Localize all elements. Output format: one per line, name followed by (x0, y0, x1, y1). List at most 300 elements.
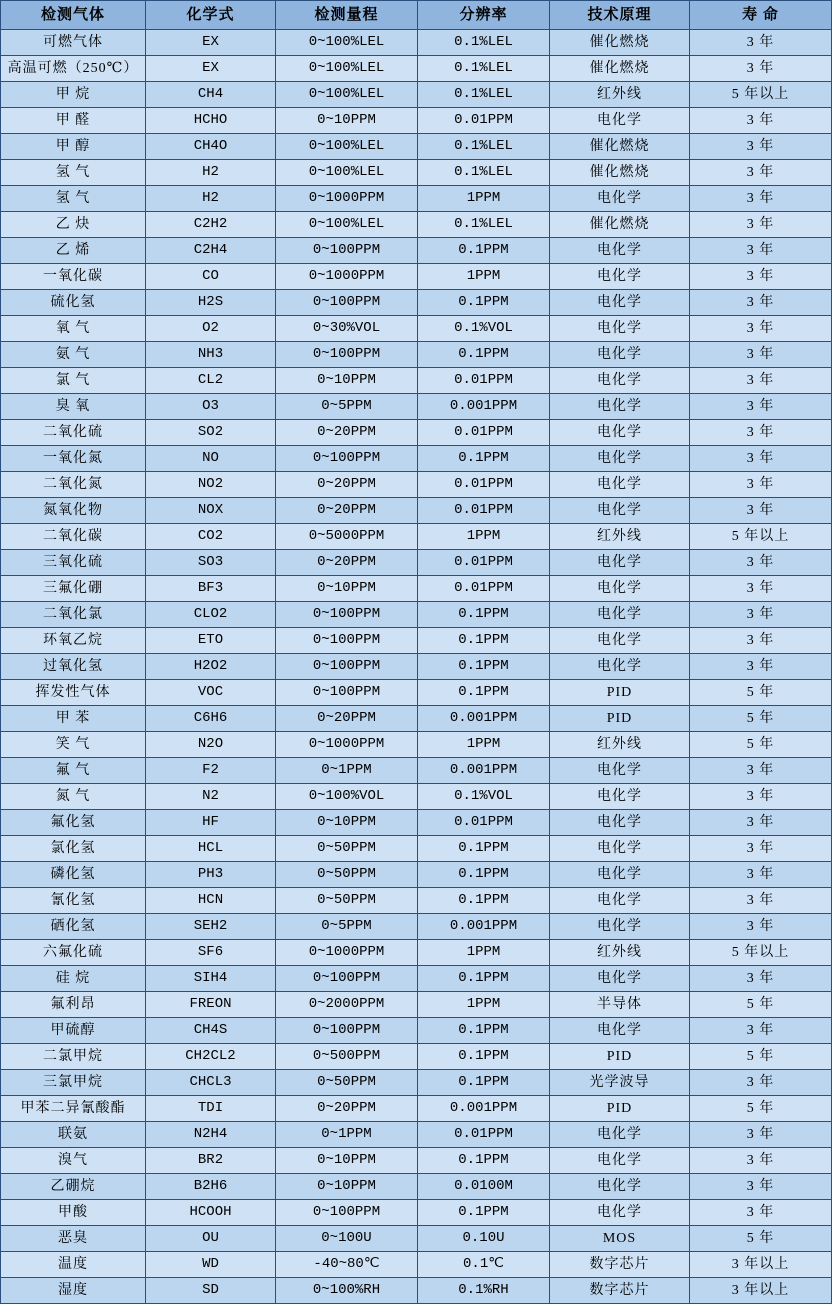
cell-gas: 乙硼烷 (1, 1174, 146, 1200)
cell-lifetime: 3 年 (690, 290, 832, 316)
cell-formula: SIH4 (146, 966, 276, 992)
cell-principle: MOS (550, 1226, 690, 1252)
cell-lifetime: 5 年 (690, 680, 832, 706)
cell-resolution: 0.1PPM (418, 628, 550, 654)
cell-resolution: 0.1PPM (418, 862, 550, 888)
table-row (1, 1200, 832, 1226)
cell-range: 0~100PPM (276, 1200, 418, 1226)
cell-resolution: 0.10U (418, 1226, 550, 1252)
cell-principle: 电化学 (550, 888, 690, 914)
cell-formula: CHCL3 (146, 1070, 276, 1096)
cell-principle: 电化学 (550, 420, 690, 446)
cell-resolution: 0.1PPM (418, 836, 550, 862)
cell-principle: 电化学 (550, 602, 690, 628)
cell-lifetime: 3 年 (690, 1018, 832, 1044)
cell-gas: 二氧化氯 (1, 602, 146, 628)
cell-lifetime: 3 年 (690, 472, 832, 498)
cell-resolution: 0.1%LEL (418, 160, 550, 186)
cell-resolution: 0.01PPM (418, 810, 550, 836)
cell-range: 0~10PPM (276, 576, 418, 602)
cell-lifetime: 3 年 (690, 758, 832, 784)
cell-range: 0~1000PPM (276, 940, 418, 966)
table-row (1, 290, 832, 316)
cell-resolution: 0.1PPM (418, 1044, 550, 1070)
cell-principle: 电化学 (550, 394, 690, 420)
cell-range: 0~100U (276, 1226, 418, 1252)
cell-range: 0~20PPM (276, 472, 418, 498)
cell-gas: 氯 气 (1, 368, 146, 394)
cell-gas: 甲 醇 (1, 134, 146, 160)
cell-formula: C6H6 (146, 706, 276, 732)
cell-formula: HCHO (146, 108, 276, 134)
cell-range: 0~100%RH (276, 1278, 418, 1304)
cell-resolution: 0.1PPM (418, 654, 550, 680)
cell-principle: 电化学 (550, 628, 690, 654)
cell-gas: 过氧化氢 (1, 654, 146, 680)
cell-gas: 氰化氢 (1, 888, 146, 914)
table-row (1, 1122, 832, 1148)
cell-range: 0~20PPM (276, 1096, 418, 1122)
table-row (1, 160, 832, 186)
cell-resolution: 0.1PPM (418, 1070, 550, 1096)
cell-formula: PH3 (146, 862, 276, 888)
table-row (1, 576, 832, 602)
table-row (1, 446, 832, 472)
cell-range: 0~100PPM (276, 680, 418, 706)
cell-principle: 电化学 (550, 342, 690, 368)
cell-gas: 硒化氢 (1, 914, 146, 940)
cell-range: 0~1000PPM (276, 732, 418, 758)
table-row (1, 862, 832, 888)
cell-formula: HCOOH (146, 1200, 276, 1226)
cell-gas: 氧 气 (1, 316, 146, 342)
table-row (1, 940, 832, 966)
cell-principle: 电化学 (550, 784, 690, 810)
table-row (1, 212, 832, 238)
cell-resolution: 0.1PPM (418, 966, 550, 992)
table-row (1, 784, 832, 810)
cell-lifetime: 3 年 (690, 264, 832, 290)
cell-formula: BR2 (146, 1148, 276, 1174)
cell-gas: 环氧乙烷 (1, 628, 146, 654)
cell-lifetime: 5 年以上 (690, 524, 832, 550)
cell-formula: BF3 (146, 576, 276, 602)
cell-formula: WD (146, 1252, 276, 1278)
cell-gas: 甲硫醇 (1, 1018, 146, 1044)
cell-lifetime: 3 年 (690, 30, 832, 56)
cell-resolution: 0.01PPM (418, 108, 550, 134)
cell-lifetime: 3 年以上 (690, 1252, 832, 1278)
cell-formula: F2 (146, 758, 276, 784)
cell-resolution: 1PPM (418, 264, 550, 290)
cell-lifetime: 3 年 (690, 784, 832, 810)
cell-gas: 二氯甲烷 (1, 1044, 146, 1070)
cell-formula: H2S (146, 290, 276, 316)
cell-gas: 一氧化氮 (1, 446, 146, 472)
cell-lifetime: 3 年 (690, 420, 832, 446)
cell-principle: 电化学 (550, 1174, 690, 1200)
cell-lifetime: 3 年 (690, 56, 832, 82)
cell-range: 0~100%LEL (276, 160, 418, 186)
cell-formula: CH4S (146, 1018, 276, 1044)
table-row (1, 316, 832, 342)
cell-principle: 光学波导 (550, 1070, 690, 1096)
cell-range: 0~100%LEL (276, 56, 418, 82)
cell-range: 0~1000PPM (276, 264, 418, 290)
cell-formula: OU (146, 1226, 276, 1252)
cell-formula: B2H6 (146, 1174, 276, 1200)
cell-range: 0~100PPM (276, 238, 418, 264)
cell-lifetime: 5 年 (690, 1044, 832, 1070)
cell-gas: 硅 烷 (1, 966, 146, 992)
table-row (1, 1018, 832, 1044)
cell-range: 0~10PPM (276, 1148, 418, 1174)
cell-lifetime: 3 年 (690, 1200, 832, 1226)
cell-gas: 可燃气体 (1, 30, 146, 56)
table-row (1, 1070, 832, 1096)
column-header-principle: 技术原理 (550, 1, 690, 30)
cell-gas: 三氯甲烷 (1, 1070, 146, 1096)
cell-resolution: 0.01PPM (418, 550, 550, 576)
cell-resolution: 0.01PPM (418, 498, 550, 524)
cell-principle: 电化学 (550, 966, 690, 992)
cell-resolution: 1PPM (418, 940, 550, 966)
cell-gas: 二氧化碳 (1, 524, 146, 550)
table-row (1, 108, 832, 134)
cell-formula: C2H4 (146, 238, 276, 264)
cell-range: 0~2000PPM (276, 992, 418, 1018)
cell-principle: 红外线 (550, 82, 690, 108)
cell-principle: 半导体 (550, 992, 690, 1018)
table-row (1, 628, 832, 654)
cell-resolution: 1PPM (418, 992, 550, 1018)
cell-gas: 溴气 (1, 1148, 146, 1174)
cell-principle: 红外线 (550, 732, 690, 758)
cell-gas: 甲 苯 (1, 706, 146, 732)
cell-formula: SO3 (146, 550, 276, 576)
table-row (1, 134, 832, 160)
cell-resolution: 0.1PPM (418, 680, 550, 706)
cell-formula: NOX (146, 498, 276, 524)
cell-lifetime: 5 年 (690, 1226, 832, 1252)
table-row (1, 1148, 832, 1174)
cell-resolution: 0.1PPM (418, 1018, 550, 1044)
table-row (1, 1174, 832, 1200)
cell-range: 0~10PPM (276, 368, 418, 394)
cell-principle: 电化学 (550, 758, 690, 784)
cell-principle: 电化学 (550, 290, 690, 316)
cell-lifetime: 3 年 (690, 368, 832, 394)
cell-principle: PID (550, 680, 690, 706)
cell-gas: 联氨 (1, 1122, 146, 1148)
cell-formula: C2H2 (146, 212, 276, 238)
cell-formula: CO2 (146, 524, 276, 550)
table-row (1, 966, 832, 992)
cell-resolution: 0.1%LEL (418, 82, 550, 108)
cell-principle: 数字芯片 (550, 1278, 690, 1304)
table-row (1, 732, 832, 758)
cell-resolution: 0.1%LEL (418, 30, 550, 56)
cell-principle: PID (550, 706, 690, 732)
cell-formula: EX (146, 30, 276, 56)
cell-gas: 氢 气 (1, 186, 146, 212)
cell-resolution: 0.1PPM (418, 888, 550, 914)
cell-principle: 催化燃烧 (550, 30, 690, 56)
cell-range: 0~1PPM (276, 1122, 418, 1148)
cell-formula: NH3 (146, 342, 276, 368)
cell-formula: ETO (146, 628, 276, 654)
cell-resolution: 0.1%LEL (418, 212, 550, 238)
cell-lifetime: 3 年 (690, 498, 832, 524)
table-row (1, 82, 832, 108)
cell-range: 0~100PPM (276, 290, 418, 316)
cell-range: 0~100PPM (276, 966, 418, 992)
table-row (1, 394, 832, 420)
cell-gas: 高温可燃（250℃） (1, 56, 146, 82)
cell-resolution: 0.001PPM (418, 758, 550, 784)
cell-range: 0~100PPM (276, 446, 418, 472)
cell-principle: 电化学 (550, 654, 690, 680)
cell-resolution: 0.1PPM (418, 290, 550, 316)
cell-formula: H2 (146, 186, 276, 212)
cell-range: 0~100PPM (276, 1018, 418, 1044)
cell-lifetime: 3 年 (690, 160, 832, 186)
cell-formula: TDI (146, 1096, 276, 1122)
column-header-formula: 化学式 (146, 1, 276, 30)
cell-principle: 数字芯片 (550, 1252, 690, 1278)
table-row (1, 680, 832, 706)
cell-gas: 氢 气 (1, 160, 146, 186)
cell-lifetime: 5 年 (690, 732, 832, 758)
cell-range: 0~5000PPM (276, 524, 418, 550)
cell-resolution: 1PPM (418, 186, 550, 212)
table-row (1, 186, 832, 212)
cell-principle: 催化燃烧 (550, 134, 690, 160)
cell-principle: 电化学 (550, 810, 690, 836)
cell-lifetime: 3 年 (690, 1148, 832, 1174)
cell-resolution: 0.01PPM (418, 420, 550, 446)
cell-formula: O3 (146, 394, 276, 420)
cell-principle: 电化学 (550, 498, 690, 524)
cell-principle: 电化学 (550, 316, 690, 342)
cell-gas: 挥发性气体 (1, 680, 146, 706)
table-row (1, 498, 832, 524)
cell-range: 0~100PPM (276, 602, 418, 628)
cell-gas: 甲苯二异氰酸酯 (1, 1096, 146, 1122)
cell-principle: PID (550, 1096, 690, 1122)
cell-formula: CL2 (146, 368, 276, 394)
table-row (1, 368, 832, 394)
cell-gas: 氟化氢 (1, 810, 146, 836)
cell-range: 0~100%LEL (276, 134, 418, 160)
cell-lifetime: 3 年 (690, 550, 832, 576)
cell-resolution: 1PPM (418, 524, 550, 550)
cell-resolution: 0.1%LEL (418, 56, 550, 82)
cell-formula: H2 (146, 160, 276, 186)
table-row (1, 472, 832, 498)
cell-lifetime: 3 年 (690, 186, 832, 212)
table-row (1, 1226, 832, 1252)
table-row (1, 1278, 832, 1304)
cell-range: 0~30%VOL (276, 316, 418, 342)
cell-lifetime: 3 年 (690, 576, 832, 602)
cell-range: -40~80℃ (276, 1252, 418, 1278)
cell-lifetime: 3 年 (690, 1122, 832, 1148)
cell-range: 0~50PPM (276, 888, 418, 914)
cell-formula: CH2CL2 (146, 1044, 276, 1070)
cell-lifetime: 3 年 (690, 316, 832, 342)
table-row (1, 602, 832, 628)
cell-formula: HCN (146, 888, 276, 914)
cell-range: 0~10PPM (276, 810, 418, 836)
cell-principle: 电化学 (550, 550, 690, 576)
table-row (1, 1252, 832, 1278)
cell-range: 0~5PPM (276, 914, 418, 940)
cell-range: 0~20PPM (276, 420, 418, 446)
cell-range: 0~1PPM (276, 758, 418, 784)
cell-lifetime: 3 年 (690, 238, 832, 264)
cell-gas: 甲酸 (1, 1200, 146, 1226)
cell-lifetime: 3 年 (690, 836, 832, 862)
cell-principle: 红外线 (550, 940, 690, 966)
table-row (1, 654, 832, 680)
cell-formula: FREON (146, 992, 276, 1018)
cell-range: 0~100PPM (276, 628, 418, 654)
cell-principle: 电化学 (550, 472, 690, 498)
cell-formula: SF6 (146, 940, 276, 966)
cell-gas: 氯化氢 (1, 836, 146, 862)
cell-gas: 温度 (1, 1252, 146, 1278)
cell-lifetime: 3 年 (690, 862, 832, 888)
cell-formula: N2 (146, 784, 276, 810)
cell-resolution: 0.01PPM (418, 576, 550, 602)
table-row (1, 1044, 832, 1070)
cell-lifetime: 3 年 (690, 108, 832, 134)
column-header-gas: 检测气体 (1, 1, 146, 30)
cell-resolution: 0.1PPM (418, 1148, 550, 1174)
cell-principle: 电化学 (550, 446, 690, 472)
cell-formula: O2 (146, 316, 276, 342)
cell-lifetime: 3 年 (690, 1070, 832, 1096)
cell-range: 0~10PPM (276, 108, 418, 134)
cell-principle: 电化学 (550, 264, 690, 290)
cell-gas: 氟利昂 (1, 992, 146, 1018)
table-row (1, 914, 832, 940)
cell-gas: 二氧化硫 (1, 420, 146, 446)
cell-range: 0~100%LEL (276, 212, 418, 238)
cell-principle: 电化学 (550, 576, 690, 602)
cell-lifetime: 3 年以上 (690, 1278, 832, 1304)
table-row (1, 524, 832, 550)
cell-formula: SEH2 (146, 914, 276, 940)
cell-resolution: 0.0100M (418, 1174, 550, 1200)
cell-formula: CLO2 (146, 602, 276, 628)
cell-principle: 催化燃烧 (550, 212, 690, 238)
cell-principle: 电化学 (550, 1200, 690, 1226)
cell-gas: 二氧化氮 (1, 472, 146, 498)
cell-gas: 湿度 (1, 1278, 146, 1304)
cell-lifetime: 3 年 (690, 342, 832, 368)
column-header-resolution: 分辨率 (418, 1, 550, 30)
cell-gas: 三氧化硫 (1, 550, 146, 576)
cell-range: 0~500PPM (276, 1044, 418, 1070)
cell-resolution: 1PPM (418, 732, 550, 758)
cell-resolution: 0.1PPM (418, 238, 550, 264)
cell-principle: 电化学 (550, 368, 690, 394)
cell-principle: 电化学 (550, 836, 690, 862)
cell-lifetime: 3 年 (690, 394, 832, 420)
cell-lifetime: 5 年 (690, 992, 832, 1018)
cell-resolution: 0.001PPM (418, 914, 550, 940)
cell-gas: 氨 气 (1, 342, 146, 368)
cell-gas: 笑 气 (1, 732, 146, 758)
cell-principle: 电化学 (550, 186, 690, 212)
cell-range: 0~100PPM (276, 654, 418, 680)
cell-formula: NO2 (146, 472, 276, 498)
cell-formula: CH4O (146, 134, 276, 160)
cell-range: 0~100%VOL (276, 784, 418, 810)
table-row (1, 758, 832, 784)
cell-range: 0~50PPM (276, 836, 418, 862)
cell-lifetime: 3 年 (690, 1174, 832, 1200)
table-row (1, 30, 832, 56)
cell-gas: 乙 烯 (1, 238, 146, 264)
table-row (1, 1096, 832, 1122)
table-row (1, 810, 832, 836)
cell-gas: 氟 气 (1, 758, 146, 784)
cell-principle: 电化学 (550, 1148, 690, 1174)
cell-resolution: 0.1PPM (418, 1200, 550, 1226)
cell-lifetime: 3 年 (690, 888, 832, 914)
table-row (1, 342, 832, 368)
column-header-lifetime: 寿 命 (690, 1, 832, 30)
cell-range: 0~10PPM (276, 1174, 418, 1200)
cell-formula: CO (146, 264, 276, 290)
cell-resolution: 0.1PPM (418, 602, 550, 628)
table-row (1, 992, 832, 1018)
cell-principle: 电化学 (550, 862, 690, 888)
cell-principle: 红外线 (550, 524, 690, 550)
cell-formula: CH4 (146, 82, 276, 108)
cell-resolution: 0.1PPM (418, 342, 550, 368)
cell-lifetime: 3 年 (690, 654, 832, 680)
cell-principle: 电化学 (550, 238, 690, 264)
cell-gas: 一氧化碳 (1, 264, 146, 290)
cell-range: 0~100%LEL (276, 30, 418, 56)
table-row (1, 888, 832, 914)
table-row (1, 264, 832, 290)
table-row (1, 706, 832, 732)
cell-principle: PID (550, 1044, 690, 1070)
cell-lifetime: 3 年 (690, 966, 832, 992)
cell-lifetime: 3 年 (690, 212, 832, 238)
cell-resolution: 0.1%VOL (418, 784, 550, 810)
cell-lifetime: 3 年 (690, 446, 832, 472)
cell-principle: 电化学 (550, 108, 690, 134)
cell-gas: 三氟化硼 (1, 576, 146, 602)
cell-gas: 磷化氢 (1, 862, 146, 888)
cell-range: 0~50PPM (276, 862, 418, 888)
cell-resolution: 0.1℃ (418, 1252, 550, 1278)
cell-resolution: 0.1%LEL (418, 134, 550, 160)
cell-lifetime: 3 年 (690, 810, 832, 836)
cell-gas: 臭 氧 (1, 394, 146, 420)
cell-resolution: 0.1%VOL (418, 316, 550, 342)
cell-principle: 电化学 (550, 1122, 690, 1148)
table-row (1, 238, 832, 264)
cell-gas: 恶臭 (1, 1226, 146, 1252)
cell-formula: HCL (146, 836, 276, 862)
